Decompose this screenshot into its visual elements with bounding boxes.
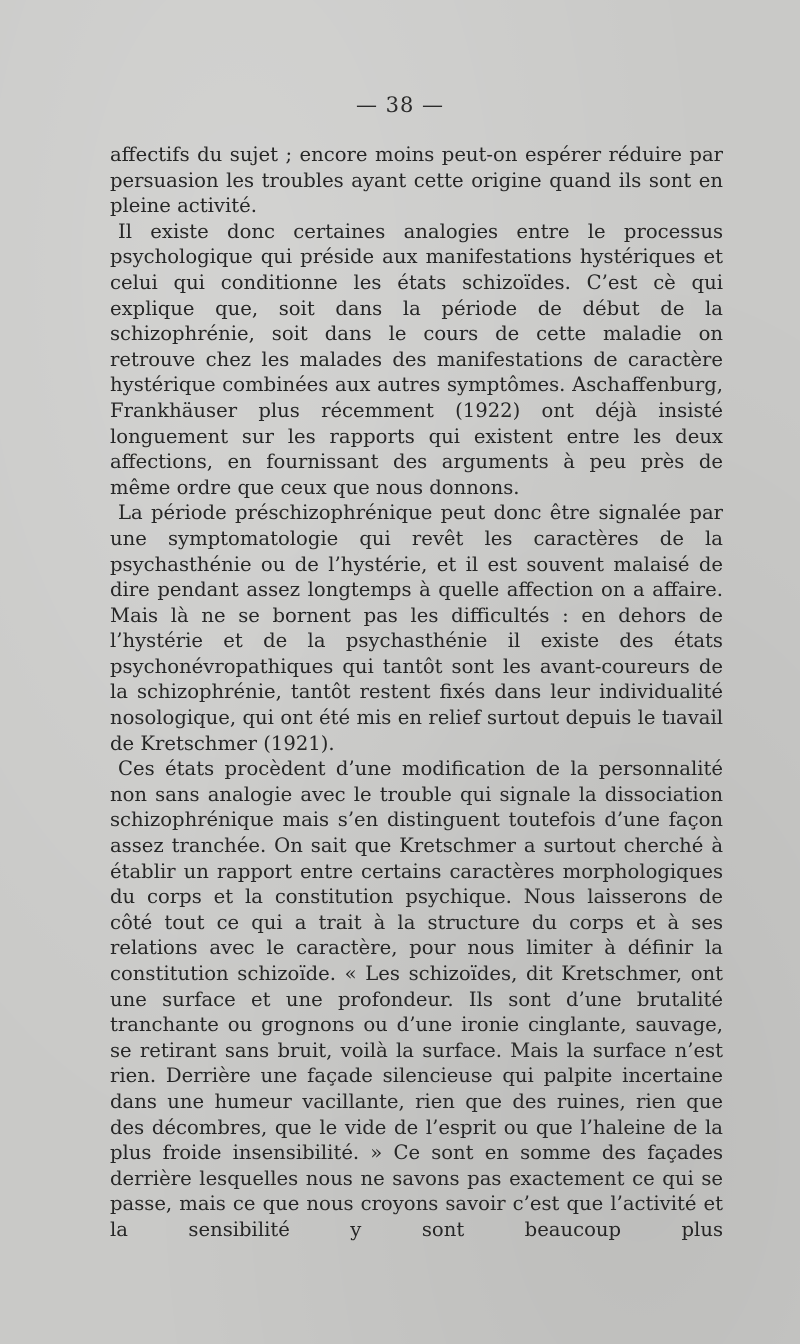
paragraph-2: Il existe donc certaines analogies entre le processus psychologique qui préside aux manifestations hystériques et celui qui conditionne les états schizoïdes. C’est cè qui explique que, soit dans la période de début de la schizophrénie, soit dans le cours de cette maladie on retrouve chez les malades des manifestations de caractère hystérique combinées aux autres symptômes. Aschaffenburg, Frankhäuser plus récemment (1922) ont déjà insisté longuement sur les rapports qui existent entre les deux affections, en fournissant des arguments à peu près de même ordre que ceux que nous donnons.	[110, 219, 723, 499]
paragraph-4: Ces états procèdent d’une modification de la personnalité non sans analogie avec le trouble qui signale la dissociation schizophrénique mais s’en distinguent toutefois d’une façon assez tranchée. On sait que Kretschmer a surtout cherché à établir un rapport entre certains caractères morphologiques du corps et la constitution psychique. Nous laisserons de côté tout ce qui a trait à la structure du corps et à ses relations avec le caractère, pour nous limiter à définir la constitution schizoïde. « Les schizoïdes, dit Kretschmer, ont une surface et une profondeur. Ils sont d’une brutalité tranchante ou grognons ou d’une ironie cinglante, sauvage, se retirant sans bruit, voilà la surface. Mais la surface n’est rien. Derrière une façade silencieuse qui palpite incertaine dans une humeur vacillante, rien que des ruines, rien que des décombres, que le vide de l’esprit ou que l’haleine de la plus froide insensibilité. » Ce sont en somme des façades derrière lesquelles nous ne savons pas exactement ce qui se passe, mais ce que nous croyons savoir c’est que l’activité et la sensibilité y sont beaucoup plus	[110, 757, 723, 1241]
body-text	[110, 142, 723, 1243]
page-number: — 38 —	[355, 93, 445, 117]
paragraph-1: affectifs du sujet ; encore moins peut-on espérer réduire par persuasion les troubles ayant cette origine quand ils sont en pleine activité.	[110, 143, 723, 218]
paragraph-3: La période préschizophrénique peut donc être signalée par une symptomatologie qui revêt les caractères de la psychasthénie ou de l’hystérie, et il est souvent malaisé de dire pendant assez longtemps à quelle affection on a affaire. Mais là ne se bornent pas les difficultés : en dehors de l’hystérie et de la psychasthénie il existe des états psychonévropathiques qui tantôt sont les avant-coureurs de la schizophrénie, tantôt restent fixés dans leur individualité nosologique, qui ont été mis en relief surtout depuis le tıavail de Kretschmer (1921).	[110, 501, 723, 755]
